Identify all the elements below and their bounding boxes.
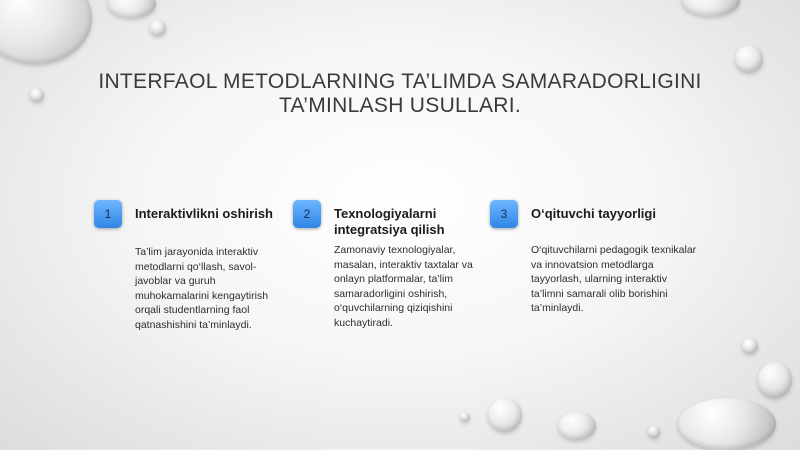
slide-title-line-1: INTERFAOL METODLARNING TA’LIMDA SAMARADORLIGINI xyxy=(98,70,702,93)
water-drop-decoration xyxy=(460,412,470,422)
water-drop-decoration xyxy=(682,0,740,16)
water-drop-decoration xyxy=(558,412,596,440)
slide-title xyxy=(60,70,740,118)
water-drop-decoration xyxy=(758,362,792,398)
water-drop-decoration xyxy=(648,426,660,438)
number-badge: 2 xyxy=(293,200,321,228)
card-title: Interaktivlikni oshirish xyxy=(135,206,273,221)
water-drop-decoration xyxy=(678,398,776,450)
water-drop-decoration xyxy=(735,45,763,73)
number-badge: 1 xyxy=(94,200,122,228)
water-drop-decoration xyxy=(742,338,758,354)
slide-title-line-2: TA’MINLASH USULLARI. xyxy=(278,94,522,117)
water-drop-decoration xyxy=(150,20,166,36)
card-title: O‘qituvchi tayyorligi xyxy=(531,206,656,221)
card-text: O‘qituvchilarni pedagogik texnikalar va innovatsion metodlarga tayyorlash, ularning interaktiv ta’limni samarali olib borishini ta’minlaydi. xyxy=(531,244,697,314)
card-title: Texnologiyalarni integratsiya qilish xyxy=(334,206,445,237)
number-badge: 3 xyxy=(490,200,518,228)
water-drop-decoration xyxy=(108,0,156,18)
water-drop-decoration xyxy=(488,398,522,432)
water-drop-decoration xyxy=(30,88,44,102)
card-text: Ta’lim jarayonida interaktiv metodlarni qo‘llash, savol-javoblar va guruh muhokamalarini kengaytirish orqali studentlarning faol qatnashishini ta’minlaydi. xyxy=(135,246,269,331)
water-drop-decoration xyxy=(0,0,92,64)
card-text: Zamonaviy texnologiyalar, masalan, interaktiv taxtalar va onlayn platformalar, ta’lim samaradorligini oshirish, o‘quvchilarning qiziqishini kuchaytiradi. xyxy=(334,244,473,329)
